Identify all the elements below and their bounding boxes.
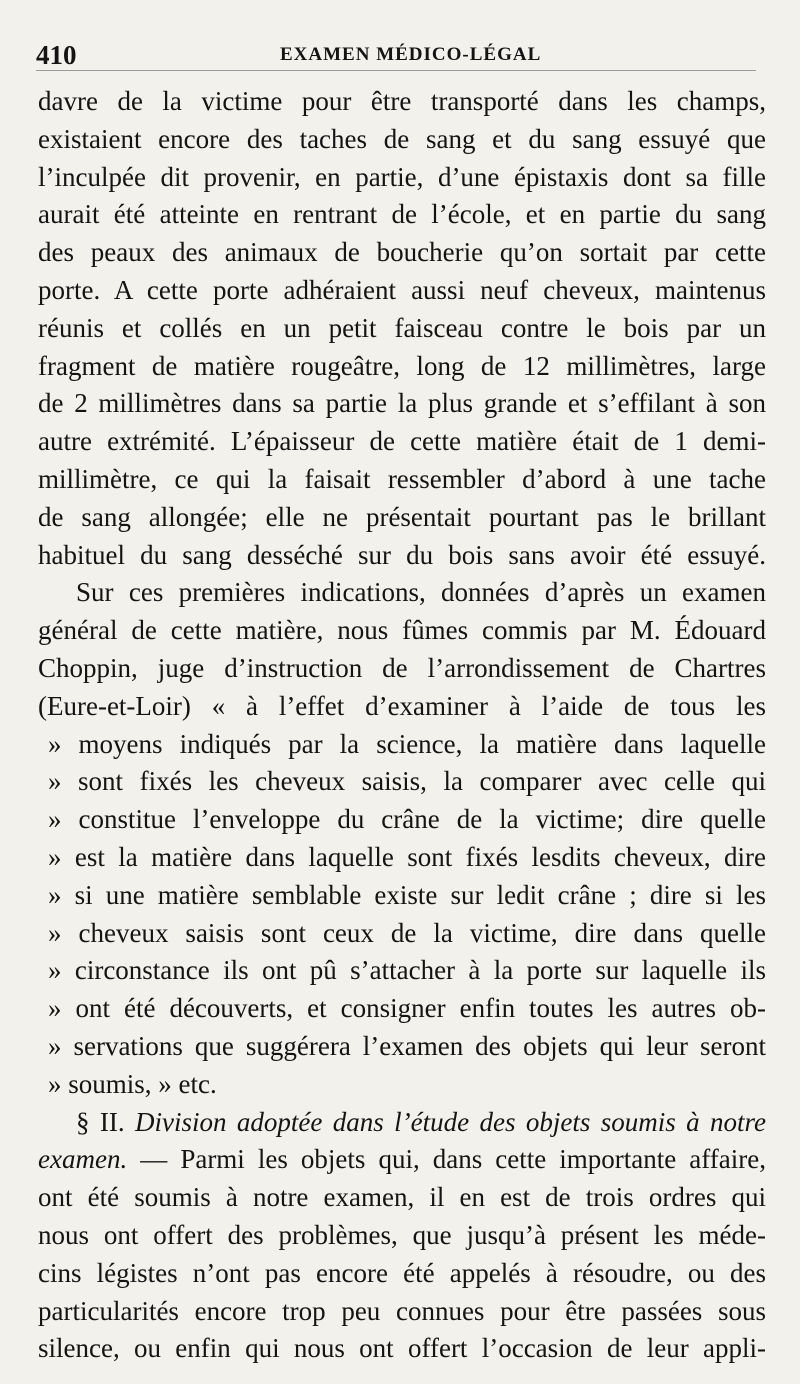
body-text bbox=[38, 83, 766, 1368]
text-line: autre extrémité. L’épaisseur de cette matière était de 1 demi- bbox=[38, 426, 766, 457]
text-line: » circonstance ils ont pû s’attacher à la porte sur laquelle ils bbox=[48, 955, 766, 986]
section-text: — Parmi les objets qui, dans cette importante affaire, bbox=[140, 1144, 766, 1175]
section-heading-line bbox=[38, 1141, 766, 1179]
text-line: ont été soumis à notre examen, il en est de trois ordres qui bbox=[38, 1182, 766, 1213]
paragraph-2 bbox=[38, 574, 766, 1103]
text-line: millimètre, ce qui la faisait ressembler d’abord à une tache bbox=[38, 463, 766, 494]
running-head bbox=[36, 40, 776, 70]
header-rule bbox=[36, 70, 756, 71]
text-line: existaient encore des taches de sang et du sang essuyé que bbox=[38, 123, 766, 154]
text-line: Choppin, juge d’instruction de l’arrondissement de Chartres bbox=[38, 652, 766, 683]
text-line: réunis et collés en un petit faisceau contre le bois par un bbox=[38, 312, 766, 343]
text-line: davre de la victime pour être transporté dans les champs, bbox=[38, 86, 766, 116]
text-line: » ont été découverts, et consigner enfin toutes les autres ob- bbox=[48, 993, 766, 1024]
text-line: (Eure-et-Loir) « à l’effet d’examiner à l’aide de tous les bbox=[38, 690, 766, 721]
section-2 bbox=[38, 1104, 766, 1369]
text-line: » sont fixés les cheveux saisis, la comparer avec celle qui bbox=[48, 766, 766, 797]
running-title: EXAMEN MÉDICO-LÉGAL bbox=[280, 44, 542, 65]
text-line: porte. A cette porte adhéraient aussi neuf cheveux, maintenus bbox=[38, 274, 766, 305]
text-line: Sur ces premières indications, données d’après un examen bbox=[76, 577, 766, 608]
text-line: habituel du sang desséché sur du bois sans avoir été essuyé. bbox=[38, 539, 766, 570]
text-line: particularités encore trop peu connues pour être passées sous bbox=[38, 1295, 766, 1326]
text-line: » si une matière semblable existe sur ledit crâne ; dire si les bbox=[48, 879, 766, 910]
section-title-end: examen. bbox=[38, 1144, 128, 1175]
text-line: l’inculpée dit provenir, en partie, d’une épistaxis dont sa fille bbox=[38, 161, 766, 192]
text-line: des peaux des animaux de boucherie qu’on sortait par cette bbox=[38, 237, 766, 268]
paragraph-1 bbox=[38, 83, 766, 574]
text-line: » servations que suggérera l’examen des objets qui leur seront bbox=[48, 1030, 766, 1061]
text-line: » moyens indiqués par la science, la matière dans laquelle bbox=[48, 728, 766, 759]
text-line: » constitue l’enveloppe du crâne de la victime; dire quelle bbox=[48, 804, 766, 835]
text-line: cins légistes n’ont pas encore été appelés à résoudre, ou des bbox=[38, 1257, 766, 1288]
text-line: nous ont offert des problèmes, que jusqu’à présent les méde- bbox=[38, 1219, 766, 1250]
text-line: général de cette matière, nous fûmes commis par M. Édouard bbox=[38, 615, 766, 646]
text-line: aurait été atteinte en rentrant de l’école, et en partie du sang bbox=[38, 199, 766, 230]
section-heading-line bbox=[38, 1104, 766, 1142]
page-number: 410 bbox=[36, 40, 77, 70]
text-line: de sang allongée; elle ne présentait pourtant pas le brillant bbox=[38, 501, 766, 532]
text-line: silence, ou enfin qui nous ont offert l’occasion de leur appli- bbox=[38, 1333, 766, 1364]
section-title: Division adoptée dans l’étude des objets soumis à notre bbox=[135, 1106, 766, 1137]
section-number: § II. bbox=[76, 1106, 125, 1137]
text-line: de 2 millimètres dans sa partie la plus grande et s’effilant à son bbox=[38, 388, 766, 419]
text-line: » est la matière dans laquelle sont fixés lesdits cheveux, dire bbox=[48, 841, 766, 872]
text-line: » cheveux saisis sont ceux de la victime, dire dans quelle bbox=[48, 917, 766, 948]
text-line: » soumis, » etc. bbox=[48, 1068, 217, 1099]
text-line: fragment de matière rougeâtre, long de 12 millimètres, large bbox=[38, 350, 766, 381]
